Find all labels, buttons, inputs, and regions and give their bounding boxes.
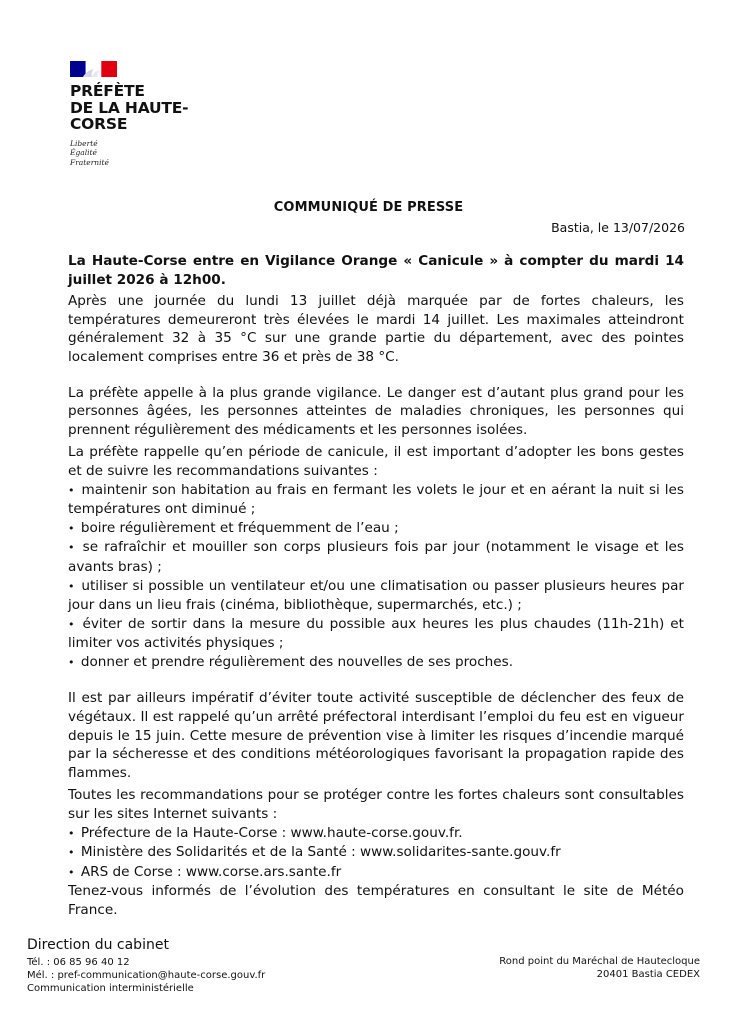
prefecture-name-line: PRÉFÈTE <box>70 82 145 100</box>
websites-list <box>68 824 684 883</box>
list-item <box>68 843 684 863</box>
list-item-text: se rafraîchir et mouiller son corps plusieurs fois par jour (notamment le visage et les avants bras) ; <box>68 539 684 575</box>
bullet-icon: • <box>68 826 75 840</box>
motto-line: Égalité <box>70 148 97 157</box>
footer-email[interactable]: Mél. : pref-communication@haute-corse.gouv.fr <box>27 970 266 981</box>
address-line: 20401 Bastia CEDEX <box>596 969 700 980</box>
bullet-icon: • <box>68 617 75 631</box>
prefecture-name-line: DE LA HAUTE- <box>70 98 189 117</box>
list-item <box>68 824 684 844</box>
footer-address <box>499 955 700 981</box>
prefecture-logo <box>70 61 210 167</box>
list-item <box>68 538 684 576</box>
republic-motto <box>70 139 210 168</box>
footer-phone: Tél. : 06 85 96 40 12 <box>27 957 130 968</box>
bullet-icon: • <box>68 579 75 593</box>
list-item <box>68 863 684 883</box>
motto-line: Fraternité <box>70 157 109 167</box>
bullet-icon: • <box>68 865 75 879</box>
list-item-text: éviter de sortir dans la mesure du possible aux heures les plus chaudes (11h-21h) et limiter vos activités physiques ; <box>68 615 684 652</box>
document-body <box>68 252 684 920</box>
footer-contact <box>27 937 265 995</box>
address-line: Rond point du Maréchal de Hautecloque <box>499 956 700 967</box>
date-line: Bastia, le 13/07/2026 <box>551 220 685 235</box>
prefecture-name-line: CORSE <box>70 115 128 133</box>
list-item-text: utiliser si possible un ventilateur et/ou une climatisation ou passer plusieurs heures par jour dans un lieu frais (cinéma, bibliothèque, supermarchés, etc.) ; <box>68 577 684 614</box>
lead-paragraph: La Haute-Corse entre en Vigilance Orange « Canicule » à compter du mardi 14 juillet 2026 à 12h00. <box>68 253 684 288</box>
paragraph: Il est par ailleurs impératif d’éviter toute activité susceptible de déclencher des feux de végétaux. Il est rappelé qu’un arrêté préfectoral interdisant l’emploi du feu est en vigueur depuis le 15 juin. Cette mesure de prévention vise à limiter les risques d’incendie marqué par la sécheresse et des conditions météorologiques favorisant la propagation rapide des flammes. <box>68 690 684 781</box>
list-item <box>68 577 684 615</box>
list-item <box>68 519 684 539</box>
website-link[interactable]: Ministère des Solidarités et de la Santé : www.solidarites-sante.gouv.fr <box>80 844 561 861</box>
bullet-icon: • <box>68 541 75 555</box>
website-link[interactable]: ARS de Corse : www.corse.ars.sante.fr <box>80 863 342 880</box>
bullet-icon: • <box>68 655 75 669</box>
list-item-text: maintenir son habitation au frais en fermant les volets le jour et en aérant la nuit si les températures ont diminué ; <box>68 481 685 518</box>
list-item <box>68 481 684 519</box>
paragraph: La préfète appelle à la plus grande vigilance. Le danger est d’autant plus grand pour les personnes âgées, les personnes atteintes de maladies chroniques, les personnes qui prennent régulièrement des médicaments et les personnes isolées. <box>68 384 684 438</box>
marianne-flag-icon <box>70 61 117 77</box>
paragraph: Après une journée du lundi 13 juillet déjà marquée par de fortes chaleurs, les températures demeureront très élevées le mardi 14 juillet. Les maximales atteindront généralement 32 à 35 °C sur une grande partie du département, avec des pointes localement comprises entre 36 et près de 38 °C. <box>68 293 684 365</box>
website-link[interactable]: Préfecture de la Haute-Corse : www.haute-corse.gouv.fr. <box>80 824 463 841</box>
prefecture-name <box>70 83 210 133</box>
footer-service: Communication interministérielle <box>27 983 194 994</box>
list-item <box>68 653 684 673</box>
list-item-text: donner et prendre régulièrement des nouvelles de ses proches. <box>80 653 514 670</box>
paragraph: Toutes les recommandations pour se protéger contre les fortes chaleurs sont consultables sur les sites Internet suivants : <box>68 787 684 823</box>
list-item <box>68 615 684 653</box>
list-item-text: boire régulièrement et fréquemment de l’eau ; <box>80 519 399 536</box>
bullet-icon: • <box>68 483 75 497</box>
paragraph: Tenez-vous informés de l’évolution des températures en consultant le site de Météo France. <box>68 883 684 918</box>
bullet-icon: • <box>68 846 75 860</box>
recommendations-list <box>68 481 684 673</box>
paragraph: La préfète rappelle qu’en période de canicule, il est important d’adopter les bons gestes et de suivre les recommandations suivantes : <box>68 444 684 479</box>
bullet-icon: • <box>68 521 75 535</box>
footer-department: Direction du cabinet <box>27 937 169 953</box>
motto-line: Liberté <box>70 138 98 148</box>
document-title: COMMUNIQUÉ DE PRESSE <box>273 200 464 215</box>
